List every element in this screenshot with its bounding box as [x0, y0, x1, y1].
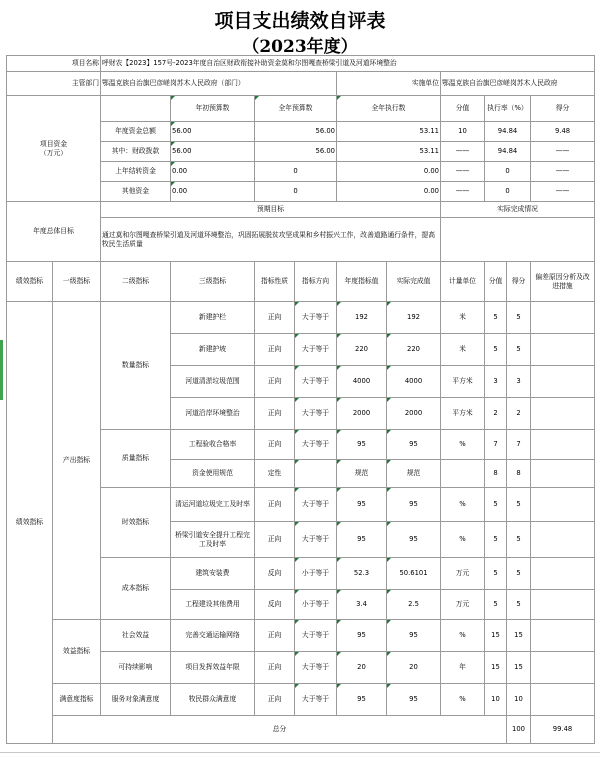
- indicator-got: 8: [507, 460, 531, 488]
- funds-cell: 56.00: [255, 142, 337, 162]
- funds-cell: 56.00: [255, 122, 337, 142]
- indicator-score: 10: [485, 684, 507, 716]
- indicator-got: 5: [507, 522, 531, 558]
- indicator-remark: [531, 684, 595, 716]
- indicator-actual: 95: [387, 522, 441, 558]
- indicator-name: 牧民群众满意度: [171, 684, 255, 716]
- funds-cell: 0.00: [171, 162, 255, 182]
- indicator-unit: 平方米: [441, 398, 485, 430]
- indicator-remark: [531, 302, 595, 334]
- perf-indicator-label: 绩效指标: [7, 302, 53, 744]
- indicator-target: 52.3: [337, 558, 387, 590]
- total-label: 总分: [53, 716, 507, 744]
- indicator-direction: [295, 460, 337, 488]
- funds-empty: [101, 96, 171, 122]
- indicator-name: 工程建设其他费用: [171, 590, 255, 620]
- indicator-nature: 反向: [255, 590, 295, 620]
- indicator-header: 指标性质: [255, 262, 295, 302]
- quality-indicator-label: 质量指标: [101, 430, 171, 488]
- funds-label: [7, 96, 101, 202]
- indicator-name: 新建护坡: [171, 334, 255, 366]
- quantity-indicator-label: 数量指标: [101, 302, 171, 430]
- indicator-unit: %: [441, 430, 485, 460]
- indicator-target: 4000: [337, 366, 387, 398]
- funds-cell: ——: [441, 182, 485, 202]
- indicator-got: 2: [507, 398, 531, 430]
- indicator-nature: 正向: [255, 430, 295, 460]
- indicator-name: 建筑安装费: [171, 558, 255, 590]
- indicator-unit: 年: [441, 652, 485, 684]
- funds-cell: 56.00: [171, 122, 255, 142]
- indicator-remark: [531, 558, 595, 590]
- funds-cell: 0: [485, 182, 531, 202]
- indicator-direction: 大于等于: [295, 620, 337, 652]
- page-subtitle: （2023年度）: [242, 37, 358, 57]
- indicator-got: 5: [507, 558, 531, 590]
- indicator-direction: 大于等于: [295, 334, 337, 366]
- indicator-row: [7, 302, 595, 334]
- effect-indicator-label: 效益指标: [53, 620, 101, 684]
- funds-cell: 0.00: [171, 182, 255, 202]
- indicator-unit: %: [441, 684, 485, 716]
- indicator-unit: %: [441, 620, 485, 652]
- indicator-header: 分值: [485, 262, 507, 302]
- funds-cell: 10: [441, 122, 485, 142]
- indicator-unit: 万元: [441, 558, 485, 590]
- indicator-nature: 正向: [255, 488, 295, 522]
- funds-cell: 0: [255, 162, 337, 182]
- funds-cell: 56.00: [171, 142, 255, 162]
- indicator-nature: 正向: [255, 398, 295, 430]
- evaluation-table: [6, 55, 595, 744]
- indicator-target: 95: [337, 522, 387, 558]
- indicator-actual: 2000: [387, 398, 441, 430]
- indicator-got: 7: [507, 430, 531, 460]
- indicator-header: 指标方向: [295, 262, 337, 302]
- indicator-score: 3: [485, 366, 507, 398]
- indicator-direction: 大于等于: [295, 488, 337, 522]
- indicator-header: 一级指标: [53, 262, 101, 302]
- funds-row-name: 其他资金: [101, 182, 171, 202]
- satisfaction-indicator-label: 满意度指标: [53, 684, 101, 716]
- indicator-got: 3: [507, 366, 531, 398]
- expected-goal-text: 通过莫和尔图嘎查桥梁引道及河道环境整治，巩固拓展脱贫攻坚成果和乡村振兴工作，改善道路通行条件，提高牧民生活质量: [101, 218, 441, 262]
- indicator-nature: 正向: [255, 334, 295, 366]
- indicator-name: 工程验收合格率: [171, 430, 255, 460]
- indicator-remark: [531, 430, 595, 460]
- impl-label: 实施单位: [337, 72, 441, 96]
- indicator-remark: [531, 488, 595, 522]
- funds-row-name: 年度资金总额: [101, 122, 171, 142]
- funds-cell: 0.00: [337, 162, 441, 182]
- total-score: 100: [507, 716, 531, 744]
- indicator-got: 15: [507, 620, 531, 652]
- indicator-target: 3.4: [337, 590, 387, 620]
- indicator-nature: 反向: [255, 558, 295, 590]
- goal-label: 年度总体目标: [7, 202, 101, 262]
- indicator-unit: %: [441, 488, 485, 522]
- indicator-score: 2: [485, 398, 507, 430]
- indicator-actual: 20: [387, 652, 441, 684]
- indicator-nature: 正向: [255, 302, 295, 334]
- indicator-remark: [531, 522, 595, 558]
- indicator-name: 新建护栏: [171, 302, 255, 334]
- indicator-score: 15: [485, 620, 507, 652]
- indicator-unit: 万元: [441, 590, 485, 620]
- funds-cell: 0.00: [337, 182, 441, 202]
- indicator-unit: [441, 460, 485, 488]
- indicator-target: 192: [337, 302, 387, 334]
- indicator-actual: 2.5: [387, 590, 441, 620]
- indicator-unit: %: [441, 522, 485, 558]
- indicator-got: 5: [507, 334, 531, 366]
- funds-cell: 0: [485, 162, 531, 182]
- funds-header: 全年执行数: [337, 96, 441, 122]
- funds-row-name: 上年结转资金: [101, 162, 171, 182]
- indicator-name: 河道沿岸环境整治: [171, 398, 255, 430]
- indicator-actual: 95: [387, 488, 441, 522]
- total-got: 99.48: [531, 716, 595, 744]
- actual-complete-header: 实际完成情况: [441, 202, 595, 218]
- funds-header: 全年预算数: [255, 96, 337, 122]
- indicator-header: 二级指标: [101, 262, 171, 302]
- indicator-remark: [531, 398, 595, 430]
- indicator-score: 5: [485, 558, 507, 590]
- indicator-remark: [531, 652, 595, 684]
- sustain-effect-label: 可持续影响: [101, 652, 171, 684]
- indicator-actual: 220: [387, 334, 441, 366]
- indicator-actual: 95: [387, 620, 441, 652]
- indicator-nature: 正向: [255, 684, 295, 716]
- funds-header: 得分: [531, 96, 595, 122]
- funds-cell: 9.48: [531, 122, 595, 142]
- indicator-target: 95: [337, 488, 387, 522]
- indicator-actual: 规范: [387, 460, 441, 488]
- indicator-nature: 正向: [255, 620, 295, 652]
- indicator-score: 5: [485, 302, 507, 334]
- indicator-score: 5: [485, 522, 507, 558]
- funds-cell: ——: [531, 162, 595, 182]
- indicator-score: 8: [485, 460, 507, 488]
- output-indicator-label: 产出指标: [53, 302, 101, 620]
- indicator-header: 三级指标: [171, 262, 255, 302]
- indicator-name: 河道清淤垃圾范围: [171, 366, 255, 398]
- indicator-header: 年度指标值: [337, 262, 387, 302]
- indicator-nature: 正向: [255, 652, 295, 684]
- indicator-direction: 大于等于: [295, 302, 337, 334]
- sheet-left-marker: [0, 340, 3, 400]
- indicator-header-row: [7, 262, 595, 302]
- actual-complete-text: [441, 218, 595, 262]
- expected-goal-header: 预期目标: [101, 202, 441, 218]
- indicator-target: 95: [337, 620, 387, 652]
- indicator-direction: 大于等于: [295, 522, 337, 558]
- indicator-target: 95: [337, 684, 387, 716]
- funds-cell: ——: [441, 142, 485, 162]
- indicator-got: 5: [507, 302, 531, 334]
- indicator-score: 7: [485, 430, 507, 460]
- indicator-remark: [531, 590, 595, 620]
- indicator-actual: 95: [387, 430, 441, 460]
- service-satisfaction-label: 服务对象满意度: [101, 684, 171, 716]
- cost-indicator-label: 成本指标: [101, 558, 171, 620]
- indicator-score: 5: [485, 590, 507, 620]
- indicator-unit: 米: [441, 302, 485, 334]
- project-name: 呼财农【2023】157号-2023年度自治区财政衔接补助资金莫和尔图嘎查桥梁引道及河道环境整治: [101, 56, 595, 72]
- indicator-remark: [531, 334, 595, 366]
- dept-label: 主管部门: [7, 72, 101, 96]
- social-effect-label: 社会效益: [101, 620, 171, 652]
- dept-value: 鄂温克族自治旗巴彦嵯岗苏木人民政府（部门）: [101, 72, 337, 96]
- indicator-direction: 小于等于: [295, 590, 337, 620]
- indicator-nature: 正向: [255, 522, 295, 558]
- project-name-label: 项目名称: [7, 56, 101, 72]
- funds-row-name: 其中：财政拨款: [101, 142, 171, 162]
- indicator-remark: [531, 620, 595, 652]
- funds-cell: 0: [255, 182, 337, 202]
- indicator-unit: 米: [441, 334, 485, 366]
- funds-header: 执行率（%）: [485, 96, 531, 122]
- indicator-actual: 4000: [387, 366, 441, 398]
- indicator-direction: 大于等于: [295, 366, 337, 398]
- indicator-score: 15: [485, 652, 507, 684]
- funds-label-text: 项目资金 （万元）: [39, 139, 68, 157]
- timeliness-indicator-label: 时效指标: [101, 488, 171, 558]
- indicator-name: 桥梁引道安全提升工程完工及时率: [171, 522, 255, 558]
- indicator-name: 项目发挥效益年限: [171, 652, 255, 684]
- funds-cell: 53.11: [337, 122, 441, 142]
- indicator-name: 完善交通运输网络: [171, 620, 255, 652]
- indicator-target: 20: [337, 652, 387, 684]
- funds-cell: 94.84: [485, 142, 531, 162]
- indicator-row: [7, 620, 595, 652]
- funds-cell: ——: [441, 162, 485, 182]
- indicator-got: 5: [507, 488, 531, 522]
- funds-cell: ——: [531, 182, 595, 202]
- indicator-got: 10: [507, 684, 531, 716]
- indicator-header: 得分: [507, 262, 531, 302]
- indicator-header: 偏差原因分析及改进措施: [531, 262, 595, 302]
- indicator-score: 5: [485, 488, 507, 522]
- indicator-target: 220: [337, 334, 387, 366]
- indicator-remark: [531, 460, 595, 488]
- indicator-header: 计量单位: [441, 262, 485, 302]
- indicator-actual: 50.6101: [387, 558, 441, 590]
- indicator-got: 5: [507, 590, 531, 620]
- indicator-name: 清运河道垃圾完工及时率: [171, 488, 255, 522]
- indicator-direction: 大于等于: [295, 652, 337, 684]
- indicator-remark: [531, 366, 595, 398]
- total-row: [7, 716, 595, 744]
- indicator-name: 资金使用规范: [171, 460, 255, 488]
- indicator-direction: 大于等于: [295, 430, 337, 460]
- indicator-target: 2000: [337, 398, 387, 430]
- indicator-nature: 定性: [255, 460, 295, 488]
- funds-cell: 53.11: [337, 142, 441, 162]
- indicator-score: 5: [485, 334, 507, 366]
- indicator-header: 绩效指标: [7, 262, 53, 302]
- indicator-unit: 平方米: [441, 366, 485, 398]
- funds-cell: 94.84: [485, 122, 531, 142]
- indicator-direction: 大于等于: [295, 398, 337, 430]
- indicator-direction: 小于等于: [295, 558, 337, 590]
- indicator-nature: 正向: [255, 366, 295, 398]
- sheet-bottom-line: [0, 752, 600, 753]
- indicator-direction: 大于等于: [295, 684, 337, 716]
- indicator-actual: 192: [387, 302, 441, 334]
- indicator-row: [7, 684, 595, 716]
- impl-value: 鄂温克族自治旗巴彦嵯岗苏木人民政府: [441, 72, 595, 96]
- page-title: 项目支出绩效自评表: [214, 10, 386, 32]
- funds-header: 年初预算数: [171, 96, 255, 122]
- indicator-target: 95: [337, 430, 387, 460]
- indicator-target: 规范: [337, 460, 387, 488]
- funds-cell: ——: [531, 142, 595, 162]
- funds-header: 分值: [441, 96, 485, 122]
- indicator-header: 实际完成值: [387, 262, 441, 302]
- indicator-actual: 95: [387, 684, 441, 716]
- indicator-got: 15: [507, 652, 531, 684]
